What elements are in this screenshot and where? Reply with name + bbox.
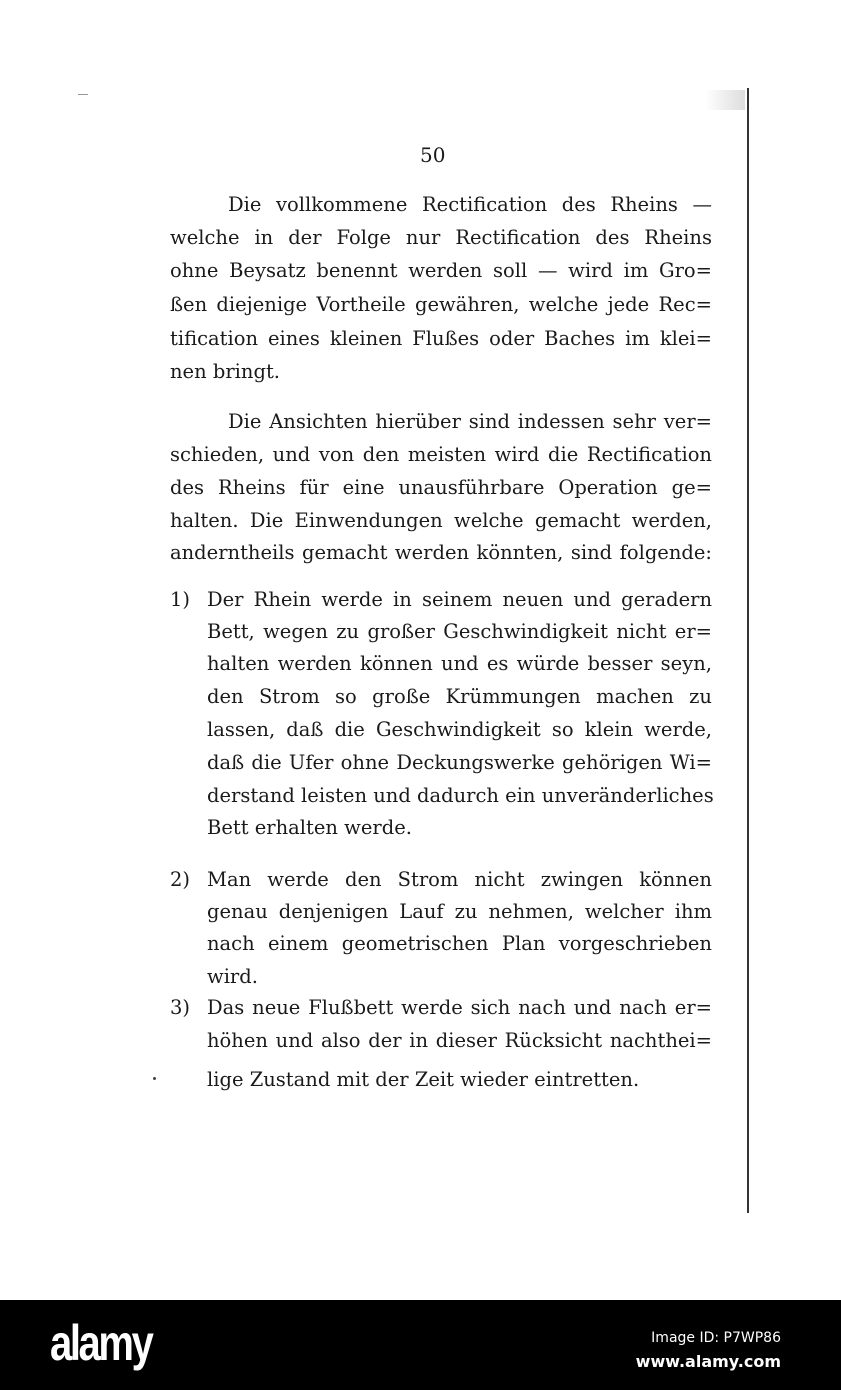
text-line: derstand leisten und dadurch ein unveränderliches — [207, 784, 714, 807]
image-id: Image ID: P7WP86 — [651, 1330, 781, 1346]
text-line: Das neue Flußbett werde sich nach und nach er= — [207, 996, 712, 1019]
text-line: Der Rhein werde in seinem neuen und geradern — [207, 588, 712, 611]
list-number: 1) — [170, 588, 191, 611]
text-line: Die vollkommene Rectification des Rheins — — [228, 193, 712, 216]
text-line: den Strom so große Krümmungen machen zu — [207, 685, 712, 708]
page-number: 50 — [420, 143, 446, 167]
text-line: Man werde den Strom nicht zwingen können — [207, 868, 712, 891]
text-line: anderntheils gemacht werden könnten, sind folgende: — [170, 541, 712, 564]
page-edge — [747, 88, 749, 1213]
watermark-url: www.alamy.com — [635, 1352, 781, 1371]
text-line: genau denjenigen Lauf zu nehmen, welcher ihm — [207, 900, 712, 923]
text-line: lassen, daß die Geschwindigkeit so klein werde, — [207, 718, 712, 741]
text-line: welche in der Folge nur Rectification des Rheins — [170, 226, 712, 249]
scan-mark — [78, 94, 88, 95]
text-line: nen bringt. — [170, 360, 280, 383]
text-line: Bett, wegen zu großer Geschwindigkeit nicht er= — [207, 620, 712, 643]
text-line: Die Ansichten hierüber sind indessen sehr ver= — [228, 410, 712, 433]
text-line: lige Zustand mit der Zeit wieder eintretten. — [207, 1068, 640, 1091]
watermark-banner — [0, 1300, 841, 1390]
text-line: halten. Die Einwendungen welche gemacht werden, — [170, 509, 712, 532]
text-line: höhen und also der in dieser Rücksicht nachthei= — [207, 1029, 712, 1052]
text-line: des Rheins für eine unausführbare Operation ge= — [170, 476, 712, 499]
text-line: ßen diejenige Vortheile gewähren, welche jede Rec= — [170, 293, 712, 316]
text-line: wird. — [207, 965, 258, 988]
list-number: 2) — [170, 868, 191, 891]
text-line: Bett erhalten werde. — [207, 816, 412, 839]
text-line: tification eines kleinen Flußes oder Baches im klei= — [170, 327, 712, 350]
list-number: 3) — [170, 996, 191, 1019]
scan-speck — [153, 1077, 156, 1080]
text-line: halten werden können und es würde besser seyn, — [207, 652, 712, 675]
text-line: schieden, und von den meisten wird die Rectification — [170, 443, 712, 466]
alamy-logo: alamy — [50, 1315, 152, 1371]
text-line: nach einem geometrischen Plan vorgeschrieben — [207, 932, 712, 955]
text-line: daß die Ufer ohne Deckungswerke gehörigen Wi= — [207, 751, 712, 774]
scan-shadow — [705, 90, 745, 110]
text-line: ohne Beysatz benennt werden soll — wird im Gro= — [170, 259, 712, 282]
